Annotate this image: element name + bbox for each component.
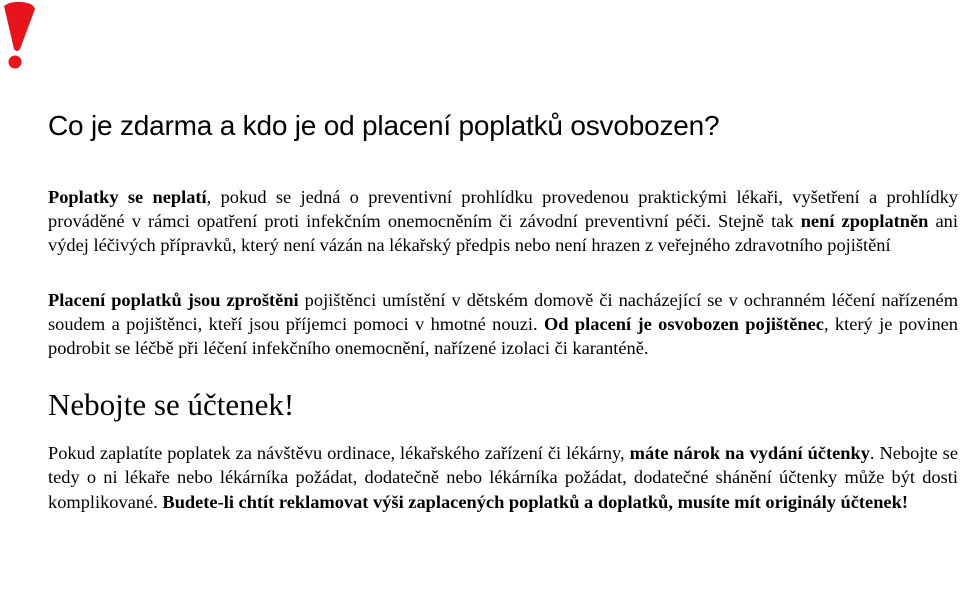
bold-text: Od placení je osvobozen pojištěnec: [543, 313, 824, 334]
bold-text: Poplatky se neplatí: [48, 187, 207, 207]
text: Pokud zaplatíte poplatek za návštěvu ordinace, lékařského zařízení či lékárny,: [48, 443, 630, 464]
text: , který je povinen podrobit se léčbě při léčení infekčního onemocnění, nařízené izolaci či karanténě.: [48, 313, 959, 359]
text: , pokud se jedná o preventivní prohlídku provedenou praktickými lékaři, vyšetření a prohlídky prováděné v rámci opatření proti infekčním onemocněním či závodní preventivní péči. Stejně tak: [48, 187, 959, 232]
bold-text: Placení poplatků jsou zproštěni: [48, 289, 299, 310]
paragraph-free-services: [48, 185, 958, 258]
bold-text: máte nárok na vydání účtenky: [629, 443, 870, 464]
text: pojištěnci umístění v dětském domově či nacházející se v ochranném léčení nařízeném soudem a pojištěnci, kteří jsou příjemci pomoci v hmotné nouzi.: [48, 289, 958, 334]
bold-text: není zpoplatněn: [800, 211, 929, 232]
paragraph-exemptions: [48, 288, 958, 361]
exclamation-icon: [0, 0, 44, 72]
paragraph-receipts: [48, 441, 958, 514]
bold-text: Budete-li chtít reklamovat výši zaplacených poplatků a doplatků, musíte mít originály účtenek!: [162, 491, 908, 512]
main-heading: Co je zdarma a kdo je od placení poplatků osvobozen?: [48, 110, 720, 141]
text: . Nebojte se tedy o ni lékaře nebo lékárníka požádat, dodatečně nebo lékárníka požádat, dodatečné shánění účtenky může být dosti komplikované.: [48, 443, 958, 512]
text: ani výdej léčivých přípravků, který není vázán na lékařský předpis nebo není hrazen z veřejného zdravotního pojištění: [48, 211, 958, 256]
secondary-heading: Nebojte se účtenek!: [48, 387, 295, 423]
document-body: [48, 108, 958, 514]
